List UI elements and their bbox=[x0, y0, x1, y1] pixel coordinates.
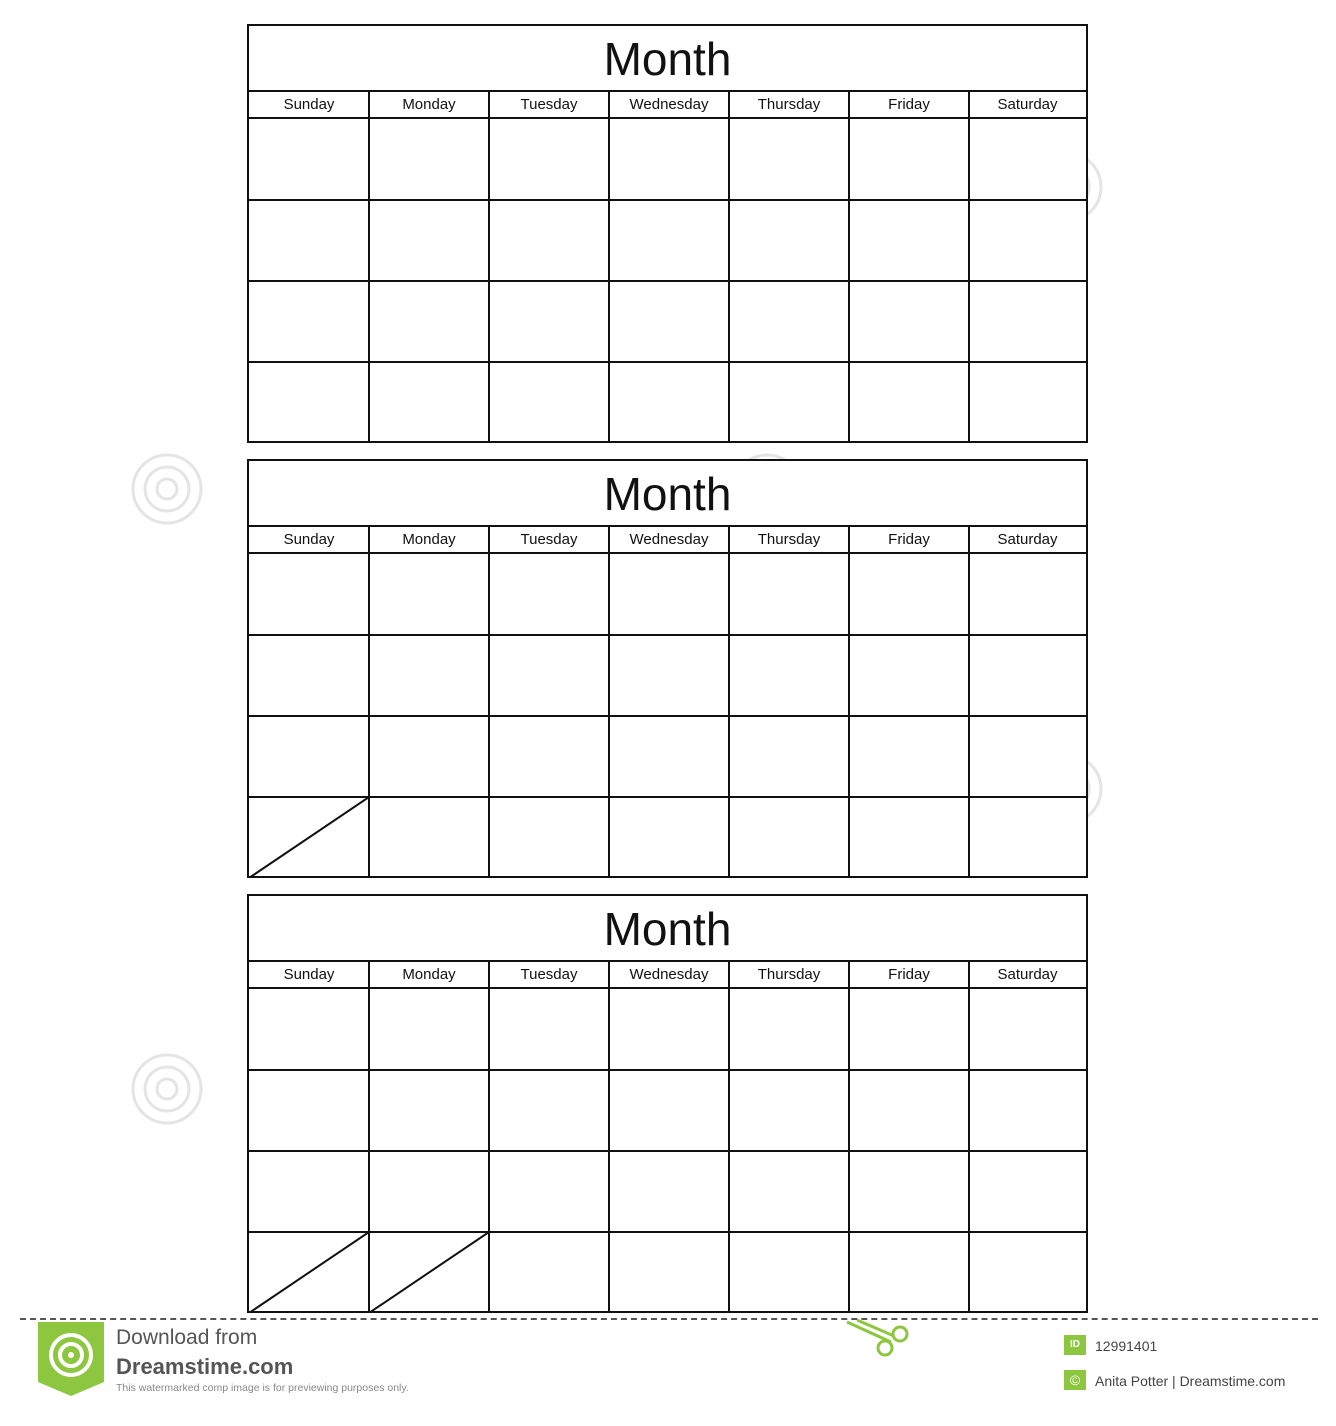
date-cell[interactable] bbox=[249, 1070, 369, 1151]
date-cell[interactable] bbox=[729, 989, 849, 1070]
date-cell[interactable] bbox=[969, 635, 1086, 716]
date-cell[interactable] bbox=[729, 1151, 849, 1232]
id-badge: ID bbox=[1064, 1335, 1086, 1355]
date-cell[interactable] bbox=[489, 1151, 609, 1232]
date-cell[interactable] bbox=[249, 716, 369, 797]
date-cell[interactable] bbox=[249, 1232, 369, 1313]
day-label-monday: Monday bbox=[369, 527, 489, 554]
download-from-text: Download from bbox=[116, 1326, 258, 1349]
date-cell[interactable] bbox=[249, 1151, 369, 1232]
date-cell[interactable] bbox=[249, 554, 369, 635]
date-cell[interactable] bbox=[729, 797, 849, 878]
date-cell[interactable] bbox=[369, 1232, 489, 1313]
date-cell[interactable] bbox=[849, 635, 969, 716]
date-cell[interactable] bbox=[489, 1232, 609, 1313]
author-credit: Anita Potter | Dreamstime.com bbox=[1095, 1373, 1286, 1389]
date-cell[interactable] bbox=[249, 635, 369, 716]
date-cell[interactable] bbox=[369, 1151, 489, 1232]
date-cell[interactable] bbox=[849, 281, 969, 362]
calendar-title: Month bbox=[249, 461, 1086, 527]
day-label-tuesday: Tuesday bbox=[489, 527, 609, 554]
date-cell[interactable] bbox=[369, 362, 489, 443]
day-label-thursday: Thursday bbox=[729, 962, 849, 989]
date-cell[interactable] bbox=[729, 1232, 849, 1313]
date-cell[interactable] bbox=[609, 554, 729, 635]
watermark-swirl-icon bbox=[130, 1052, 204, 1126]
weekday-header bbox=[249, 92, 1086, 119]
date-cell[interactable] bbox=[849, 362, 969, 443]
cut-line-divider bbox=[20, 1318, 1318, 1320]
date-cell[interactable] bbox=[249, 362, 369, 443]
date-cell[interactable] bbox=[729, 281, 849, 362]
date-cell[interactable] bbox=[369, 554, 489, 635]
date-cell[interactable] bbox=[369, 119, 489, 200]
date-cell[interactable] bbox=[609, 635, 729, 716]
date-cell[interactable] bbox=[369, 716, 489, 797]
date-cell[interactable] bbox=[489, 362, 609, 443]
calendar-2 bbox=[247, 459, 1088, 878]
day-label-monday: Monday bbox=[369, 92, 489, 119]
day-label-monday: Monday bbox=[369, 962, 489, 989]
date-cell[interactable] bbox=[969, 989, 1086, 1070]
date-cell[interactable] bbox=[609, 1151, 729, 1232]
date-cell[interactable] bbox=[969, 1151, 1086, 1232]
date-cell[interactable] bbox=[489, 281, 609, 362]
date-cell[interactable] bbox=[969, 716, 1086, 797]
day-label-saturday: Saturday bbox=[969, 962, 1086, 989]
day-label-thursday: Thursday bbox=[729, 92, 849, 119]
image-id-value: 12991401 bbox=[1095, 1338, 1158, 1354]
date-cell[interactable] bbox=[729, 119, 849, 200]
date-cell[interactable] bbox=[969, 1232, 1086, 1313]
weekday-header bbox=[249, 962, 1086, 989]
dreamstime-brand-link[interactable]: Dreamstime.com bbox=[116, 1354, 294, 1379]
day-label-tuesday: Tuesday bbox=[489, 92, 609, 119]
day-label-wednesday: Wednesday bbox=[609, 962, 729, 989]
date-cell[interactable] bbox=[249, 797, 369, 878]
date-cell[interactable] bbox=[249, 281, 369, 362]
date-cell[interactable] bbox=[249, 200, 369, 281]
date-cell[interactable] bbox=[609, 989, 729, 1070]
date-cell[interactable] bbox=[729, 554, 849, 635]
date-cell[interactable] bbox=[609, 281, 729, 362]
date-cell[interactable] bbox=[249, 119, 369, 200]
weekday-header bbox=[249, 527, 1086, 554]
date-cell[interactable] bbox=[489, 989, 609, 1070]
date-cell[interactable] bbox=[849, 1232, 969, 1313]
calendar-title: Month bbox=[249, 26, 1086, 92]
day-label-friday: Friday bbox=[849, 92, 969, 119]
day-label-tuesday: Tuesday bbox=[489, 962, 609, 989]
day-label-saturday: Saturday bbox=[969, 527, 1086, 554]
date-cell[interactable] bbox=[969, 281, 1086, 362]
date-cell[interactable] bbox=[849, 797, 969, 878]
calendar-3 bbox=[247, 894, 1088, 1313]
date-cell[interactable] bbox=[369, 1070, 489, 1151]
calendar-1 bbox=[247, 24, 1088, 443]
date-cell[interactable] bbox=[969, 554, 1086, 635]
date-cell[interactable] bbox=[729, 635, 849, 716]
day-label-sunday: Sunday bbox=[249, 527, 369, 554]
date-cell[interactable] bbox=[609, 797, 729, 878]
date-cell[interactable] bbox=[729, 200, 849, 281]
date-cell[interactable] bbox=[489, 200, 609, 281]
date-cell[interactable] bbox=[489, 635, 609, 716]
date-cell[interactable] bbox=[609, 1070, 729, 1151]
day-label-friday: Friday bbox=[849, 527, 969, 554]
date-cell[interactable] bbox=[849, 554, 969, 635]
day-label-sunday: Sunday bbox=[249, 92, 369, 119]
date-cell[interactable] bbox=[849, 1151, 969, 1232]
date-cell[interactable] bbox=[609, 200, 729, 281]
scissors-icon bbox=[845, 1318, 909, 1358]
date-cell[interactable] bbox=[609, 1232, 729, 1313]
day-label-thursday: Thursday bbox=[729, 527, 849, 554]
date-cell[interactable] bbox=[489, 716, 609, 797]
date-cell[interactable] bbox=[489, 1070, 609, 1151]
date-cell[interactable] bbox=[849, 119, 969, 200]
dreamstime-logo-icon bbox=[38, 1322, 104, 1396]
date-cell[interactable] bbox=[969, 362, 1086, 443]
watermark-note: This watermarked comp image is for previewing purposes only. bbox=[116, 1382, 409, 1394]
date-cell[interactable] bbox=[609, 119, 729, 200]
watermark-swirl-icon bbox=[130, 452, 204, 526]
date-cell[interactable] bbox=[969, 200, 1086, 281]
date-cell[interactable] bbox=[729, 1070, 849, 1151]
day-label-sunday: Sunday bbox=[249, 962, 369, 989]
date-cell[interactable] bbox=[609, 716, 729, 797]
date-cell[interactable] bbox=[489, 119, 609, 200]
date-cell[interactable] bbox=[369, 989, 489, 1070]
date-cell[interactable] bbox=[969, 1070, 1086, 1151]
date-cell[interactable] bbox=[849, 200, 969, 281]
day-label-wednesday: Wednesday bbox=[609, 527, 729, 554]
date-cell[interactable] bbox=[489, 554, 609, 635]
date-cell[interactable] bbox=[849, 1070, 969, 1151]
date-cell[interactable] bbox=[369, 281, 489, 362]
date-cell[interactable] bbox=[249, 989, 369, 1070]
date-cell[interactable] bbox=[489, 797, 609, 878]
date-cell[interactable] bbox=[969, 119, 1086, 200]
date-cell[interactable] bbox=[729, 362, 849, 443]
copyright-icon: © bbox=[1064, 1370, 1086, 1390]
calendar-title: Month bbox=[249, 896, 1086, 962]
date-cell[interactable] bbox=[849, 716, 969, 797]
date-cell[interactable] bbox=[369, 200, 489, 281]
date-cell[interactable] bbox=[369, 635, 489, 716]
date-cell[interactable] bbox=[849, 989, 969, 1070]
day-label-saturday: Saturday bbox=[969, 92, 1086, 119]
date-cell[interactable] bbox=[369, 797, 489, 878]
date-cell[interactable] bbox=[609, 362, 729, 443]
date-cell[interactable] bbox=[729, 716, 849, 797]
date-cell[interactable] bbox=[969, 797, 1086, 878]
day-label-friday: Friday bbox=[849, 962, 969, 989]
day-label-wednesday: Wednesday bbox=[609, 92, 729, 119]
